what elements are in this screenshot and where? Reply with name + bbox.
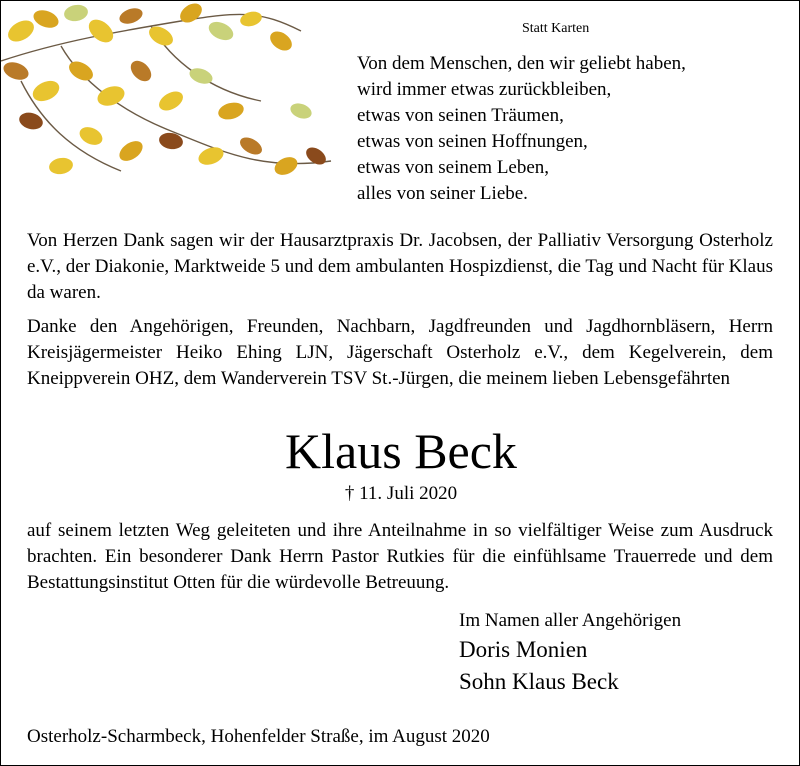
poem-line: etwas von seinen Träumen,	[357, 105, 564, 126]
poem-line: etwas von seinen Hoffnungen,	[357, 131, 588, 152]
signature-name: Sohn Klaus Beck	[459, 669, 619, 694]
signature-name: Doris Monien	[459, 637, 588, 662]
statt-karten-label: Statt Karten	[522, 21, 590, 36]
signature-intro: Im Namen aller Angehörigen	[459, 610, 682, 631]
poem-line: Von dem Menschen, den wir geliebt haben,	[357, 53, 686, 74]
deceased-name: Klaus Beck	[285, 423, 517, 479]
leaf-cluster-icon	[1, 1, 329, 178]
poem-line: etwas von seinem Leben,	[357, 157, 550, 178]
poem	[357, 51, 686, 207]
death-date: † 11. Juli 2020	[344, 483, 458, 504]
poem-line: wird immer etwas zurückbleiben,	[357, 79, 612, 100]
place-date-footer: Osterholz-Scharmbeck, Hohenfelder Straße, im August 2020	[27, 726, 490, 747]
thanks-paragraph-1: Von Herzen Dank sagen wir der Hausarztpraxis Dr. Jacobsen, der Palliativ Versorgung Osterholz e.V., der Diakonie, Marktweide 5 und dem ambulanten Hospizdienst, die Tag und Nacht für Klaus da waren.	[27, 230, 773, 303]
autumn-leaves-illustration	[1, 1, 361, 201]
poem-line: alles von seiner Liebe.	[357, 183, 528, 204]
thanks-paragraph-3: auf seinem letzten Weg geleiteten und ihre Anteilnahme in so vielfältiger Weise zum Ausdruck brachten. Ein besonderer Dank Herrn Pastor Rutkies für die einfühlsame Trauerrede und dem Bestattungsinstitut Otten für die würdevolle Betreuung.	[27, 520, 773, 593]
thanks-paragraph-2: Danke den Angehörigen, Freunden, Nachbarn, Jagdfreunden und Jagdhornbläsern, Herrn Kreisjägermeister Heiko Ehing LJN, Jägerschaft Osterholz e.V., dem Kegelverein, dem Kneippverein OHZ, dem Wanderverein TSV St.-Jürgen, die meinem lieben Lebensgefährten	[27, 316, 773, 389]
signature-block	[459, 608, 681, 698]
